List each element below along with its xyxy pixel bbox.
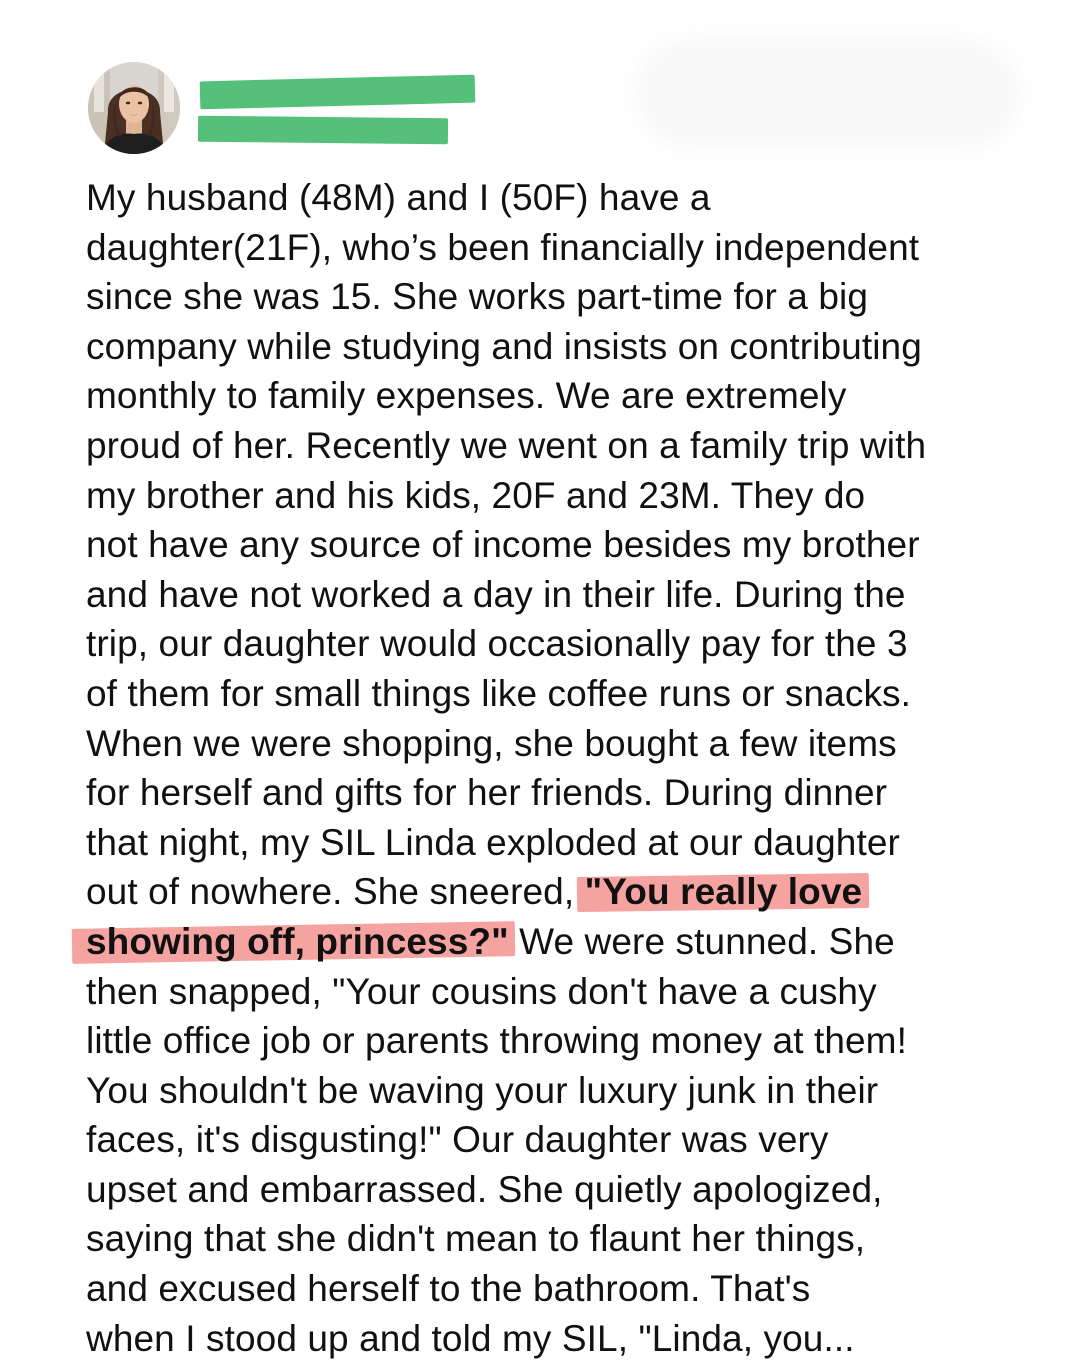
- post-line: for herself and gifts for her friends. During dinner: [86, 772, 888, 814]
- avatar-photo-icon: [88, 62, 180, 154]
- post-line: [86, 917, 1026, 967]
- post-line: faces, it's disgusting!" Our daughter was very: [86, 1119, 829, 1161]
- post-line: daughter(21F), who’s been financially independent: [86, 226, 920, 268]
- post-line: when I stood up and told my SIL, "Linda, you...: [86, 1317, 855, 1359]
- post-line: proud of her. Recently we went on a family trip with: [86, 424, 927, 466]
- post-line: [86, 867, 1026, 917]
- post-line: since she was 15. She works part-time for a big: [86, 276, 869, 318]
- post-line: saying that she didn't mean to flaunt her things,: [86, 1218, 866, 1260]
- post-text-segment: out of nowhere. She sneered,: [86, 871, 585, 913]
- author-subtitle-redacted: [198, 116, 448, 145]
- post-line: and have not worked a day in their life. During the: [86, 573, 906, 615]
- post-line: and excused herself to the bathroom. That's: [86, 1268, 811, 1310]
- post-line: trip, our daughter would occasionally pay for the 3: [86, 623, 908, 665]
- post-text-segment: We were stunned. She: [508, 920, 895, 962]
- post-line: that night, my SIL Linda exploded at our daughter: [86, 821, 900, 863]
- post-line: little office job or parents throwing money at them!: [86, 1020, 907, 1062]
- post-line: My husband (48M) and I (50F) have a: [86, 177, 711, 218]
- post-line: monthly to family expenses. We are extremely: [86, 375, 847, 417]
- post-line: upset and embarrassed. She quietly apologized,: [86, 1168, 883, 1210]
- post-line: You shouldn't be waving your luxury junk in their: [86, 1069, 879, 1111]
- post-header: [0, 0, 1080, 175]
- post-line: then snapped, "Your cousins don't have a cushy: [86, 970, 877, 1012]
- highlighted-quote: "You really love: [584, 871, 863, 913]
- post-line: When we were shopping, she bought a few items: [86, 722, 897, 764]
- post-body-text: [86, 173, 1026, 1363]
- post-line: my brother and his kids, 20F and 23M. They do: [86, 474, 866, 516]
- post-line: not have any source of income besides my brother: [86, 524, 920, 566]
- author-avatar[interactable]: [88, 62, 180, 154]
- post-line: of them for small things like coffee runs or snacks.: [86, 672, 912, 714]
- post-line: company while studying and insists on contributing: [86, 325, 922, 367]
- highlighted-quote: showing off, princess?": [86, 920, 509, 962]
- author-name-redacted[interactable]: [200, 75, 476, 110]
- blurred-header-element: [635, 38, 1020, 148]
